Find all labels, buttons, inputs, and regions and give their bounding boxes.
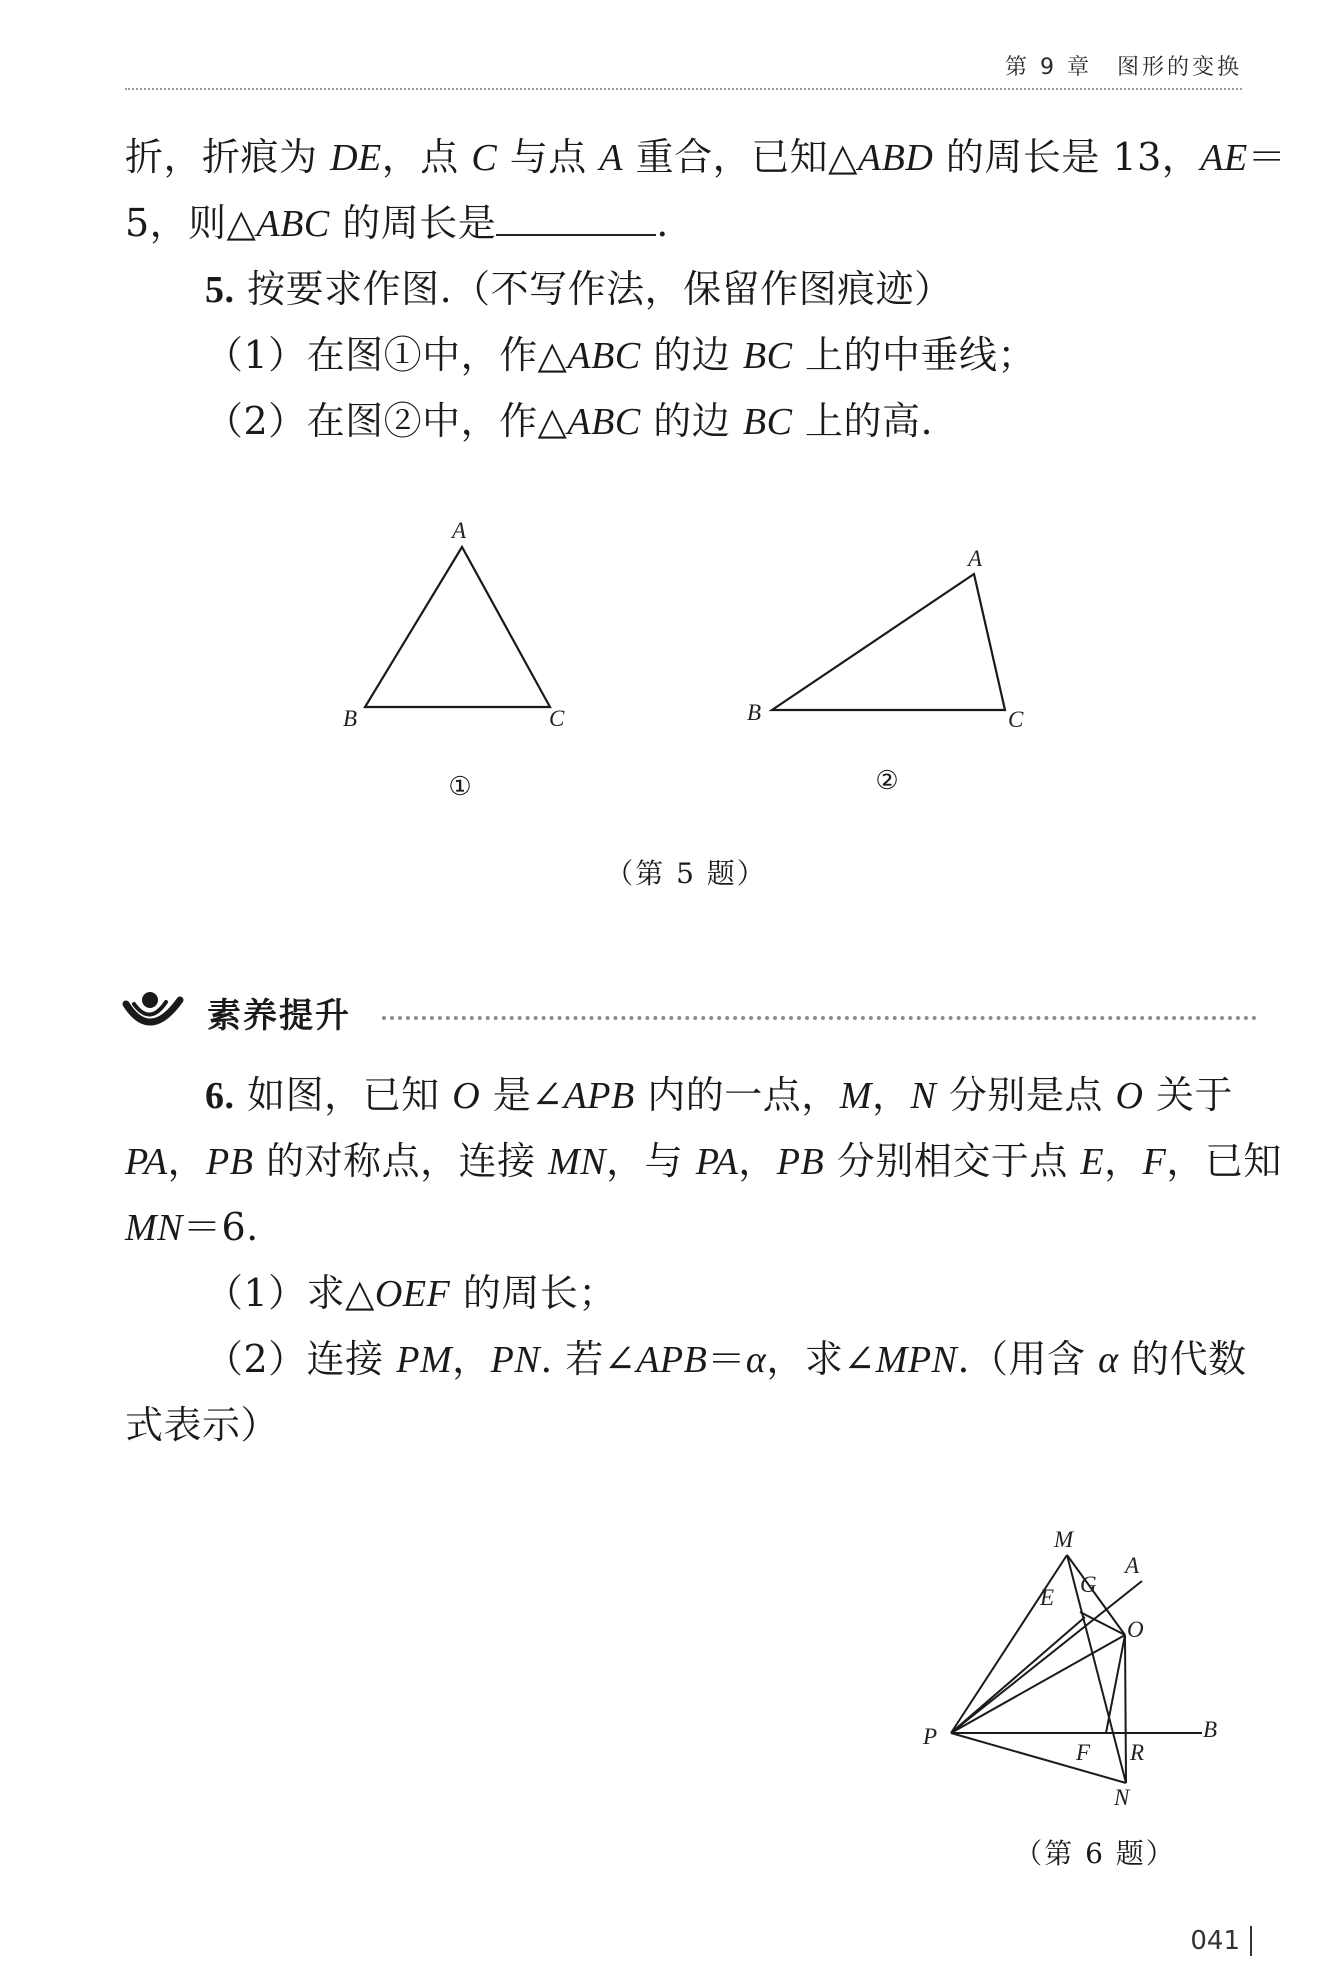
figure-5-1-label: ① [448,772,472,802]
fig6-label-r: R [1130,1740,1145,1765]
problem5-part2: （2）在图②中，作△ABC 的边 BC 上的高. [205,399,934,443]
problem6-part2-cont: 式表示） [125,1403,280,1447]
segment-pg [951,1617,1085,1733]
problem5-caption: （第 5 题） [605,857,767,890]
fig6-label-f: F [1076,1740,1091,1765]
problem5-number: 5. [205,269,235,311]
fig6-label-b: B [1203,1717,1218,1742]
segment-pe-guide [951,1635,1125,1733]
fig1-label-b: B [343,706,358,731]
problem6-line1: 6. 如图，已知 O 是∠APB 内的一点，M，N 分别是点 O 关于 [205,1073,1234,1117]
fig6-label-p: P [923,1724,938,1749]
segment-of [1106,1635,1125,1733]
problem6-number: 6. [205,1075,235,1117]
problem6-part1: （1）求△OEF 的周长； [205,1271,617,1315]
chapter-title: 第 9 章 图形的变换 [1005,55,1242,80]
fig6-label-m: M [1054,1527,1074,1552]
problem6-line3: MN＝6. [125,1205,259,1249]
fig1-label-a: A [452,518,467,543]
fig1-label-c: C [549,706,565,731]
problem6-line2: PA，PB 的对称点，连接 MN，与 PA，PB 分别相交于点 E，F，已知 [125,1139,1282,1183]
segment-pn [951,1733,1126,1783]
section-title: 素养提升 [207,996,351,1036]
figure-5-2-label: ② [875,766,899,796]
fig6-label-n: N [1114,1785,1130,1810]
problem5-part1: （1）在图①中，作△ABC 的边 BC 上的中垂线； [205,333,1037,377]
problem6-caption: （第 6 题） [1014,1837,1176,1870]
page-number: 041 [1190,1926,1252,1956]
fig6-label-a: A [1125,1553,1140,1578]
segment-on [1125,1635,1126,1783]
fig6-label-o: O [1127,1617,1144,1642]
fig6-label-g: G [1080,1572,1097,1597]
problem5-stem: 5. 按要求作图.（不写作法，保留作图痕迹） [205,267,953,311]
segment-pm [951,1555,1067,1733]
fig2-label-a: A [968,546,983,571]
problem4-line2: 5，则△ABC 的周长是 . [125,201,669,245]
problem4-line1: 折，折痕为 DE，点 C 与点 A 重合，已知△ABD 的周长是 13，AE＝ [125,135,1287,179]
fig2-label-b: B [747,700,762,725]
fig2-label-c: C [1008,707,1024,732]
fig6-label-e: E [1040,1585,1055,1610]
problem6-part2: （2）连接 PM，PN. 若∠APB＝α，求∠MPN.（用含 α 的代数 [205,1337,1247,1381]
